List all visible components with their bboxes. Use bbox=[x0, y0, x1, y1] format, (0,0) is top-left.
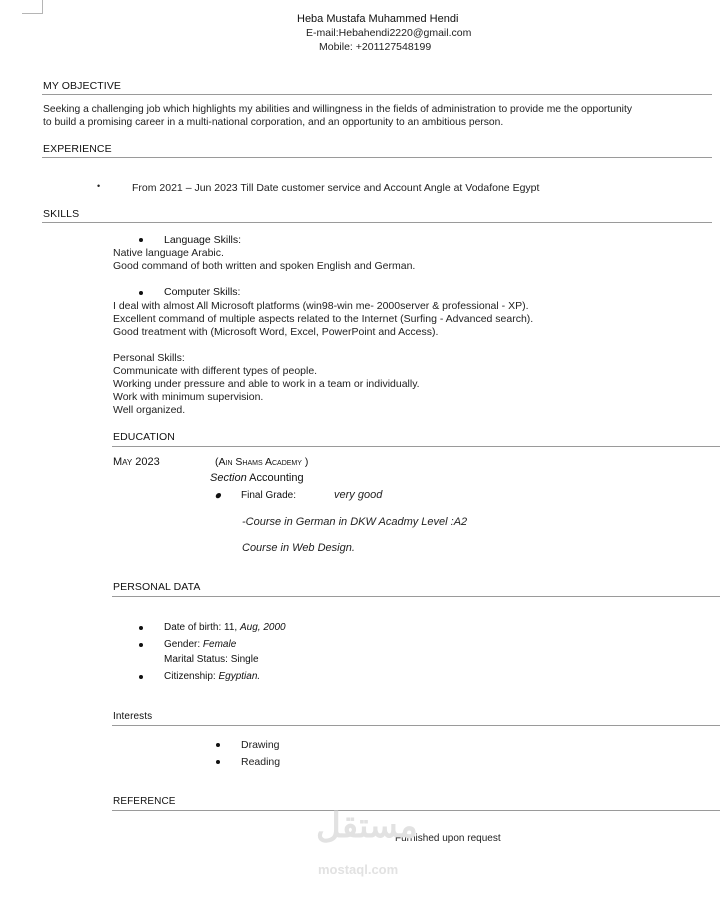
objective-line-1: Seeking a challenging job which highlights my abilities and willingness in the fields of administration to provide me the opportunity bbox=[43, 104, 632, 115]
experience-bullet: • bbox=[97, 181, 101, 191]
dob-month-year: Aug, 2000 bbox=[240, 622, 286, 633]
gender-row bbox=[164, 639, 236, 650]
education-heading: EDUCATION bbox=[113, 431, 175, 443]
dob-day: 11, bbox=[224, 622, 238, 633]
citizenship-label: Citizenship: bbox=[164, 671, 216, 682]
objective-heading: MY OBJECTIVE bbox=[43, 80, 122, 92]
email-text: E-mail:Hebahendi2220@gmail.com bbox=[306, 27, 472, 39]
grade-bullet: ● bbox=[213, 488, 225, 502]
objective-line-2: to build a promising career in a multi-national corporation, and an opportunity to an ambitious person. bbox=[43, 117, 504, 128]
computer-skills-bullet bbox=[139, 291, 143, 295]
course-2: Course in Web Design. bbox=[242, 542, 355, 554]
reference-text: Furnished upon request bbox=[395, 833, 501, 844]
course-1: -Course in German in DKW Acadmy Level :A2 bbox=[242, 516, 468, 528]
education-date: May 2023 bbox=[113, 456, 160, 468]
education-section bbox=[210, 472, 304, 484]
personal-skills-title: Personal Skills: bbox=[113, 352, 185, 364]
computer-skill-2: Excellent command of multiple aspects related to the Internet (Surfing - Advanced search). bbox=[113, 313, 534, 325]
watermark-logo: مستقل bbox=[316, 807, 418, 845]
mobile-text: Mobile: +201127548199 bbox=[319, 41, 432, 53]
experience-divider bbox=[42, 157, 712, 158]
marital-value: Single bbox=[230, 654, 259, 665]
gender-label: Gender: bbox=[164, 639, 201, 650]
language-skills-bullet bbox=[139, 238, 143, 242]
language-skill-2: Good command of both written and spoken English and German. bbox=[113, 260, 416, 272]
gender-bullet bbox=[139, 643, 143, 647]
watermark-url: mostaql.com bbox=[318, 862, 399, 877]
computer-skill-1: I deal with almost All Microsoft platforms (win98-win me- 2000server & professional - XP). bbox=[113, 300, 529, 312]
interests-heading: Interests bbox=[113, 711, 153, 722]
gender-value: Female bbox=[202, 639, 237, 650]
interest-bullet-1 bbox=[216, 743, 220, 747]
interest-item-1: Drawing bbox=[241, 739, 280, 751]
computer-skill-3: Good treatment with (Microsoft Word, Excel, PowerPoint and Access). bbox=[113, 326, 439, 338]
personal-skill-2: Working under pressure and able to work in a team or individually. bbox=[113, 378, 420, 390]
skills-divider bbox=[42, 222, 712, 223]
interest-item-2: Reading bbox=[241, 756, 281, 768]
skills-heading: SKILLS bbox=[43, 208, 80, 220]
personal-skill-3: Work with minimum supervision. bbox=[113, 391, 264, 403]
objective-divider bbox=[42, 94, 712, 95]
citizenship-row bbox=[164, 671, 260, 682]
reference-heading: REFERENCE bbox=[113, 796, 176, 807]
personal-data-divider bbox=[112, 596, 720, 597]
grade-label: Final Grade: bbox=[241, 490, 297, 501]
interest-bullet-2 bbox=[216, 760, 220, 764]
personal-data-heading: PERSONAL DATA bbox=[113, 581, 201, 593]
dob-row bbox=[164, 622, 286, 633]
grade-value: very good bbox=[334, 489, 383, 501]
citizenship-value: Egyptian. bbox=[218, 671, 261, 682]
computer-skills-title: Computer Skills: bbox=[164, 286, 241, 298]
section-label: Section bbox=[210, 472, 247, 484]
education-divider bbox=[112, 446, 720, 447]
education-institution: (Ain Shams Academy ) bbox=[215, 456, 309, 468]
dob-bullet bbox=[139, 626, 143, 630]
experience-item: From 2021 – Jun 2023 Till Date customer service and Account Angle at Vodafone Egypt bbox=[132, 182, 540, 194]
personal-skill-4: Well organized. bbox=[113, 404, 186, 416]
citizenship-bullet bbox=[139, 675, 143, 679]
dob-label: Date of birth: bbox=[164, 622, 222, 633]
personal-skill-1: Communicate with different types of people. bbox=[113, 365, 318, 377]
marital-row bbox=[164, 654, 259, 665]
page-corner-mark bbox=[22, 0, 43, 14]
section-value: Accounting bbox=[249, 472, 304, 484]
experience-heading: EXPERIENCE bbox=[43, 143, 112, 155]
language-skills-title: Language Skills: bbox=[164, 234, 242, 246]
language-skill-1: Native language Arabic. bbox=[113, 247, 224, 259]
interests-divider bbox=[112, 725, 720, 726]
applicant-name: Heba Mustafa Muhammed Hendi bbox=[297, 13, 459, 25]
marital-label: Marital Status: bbox=[164, 654, 228, 665]
